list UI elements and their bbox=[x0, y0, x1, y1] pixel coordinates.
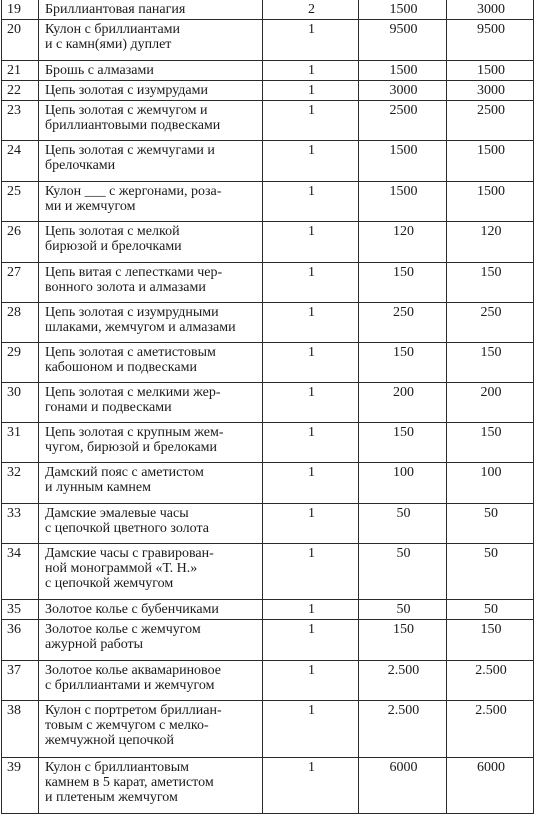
cell-total: 2.500 bbox=[447, 701, 534, 758]
cell-price: 150 bbox=[359, 423, 447, 463]
cell-price: 50 bbox=[359, 600, 447, 620]
cell-price: 50 bbox=[359, 504, 447, 544]
cell-price: 6000 bbox=[359, 758, 447, 814]
cell-qty: 1 bbox=[263, 263, 359, 303]
table-row bbox=[2, 182, 534, 222]
cell-name: Цепь золотая с мелкой бирюзой и брелочками bbox=[39, 222, 263, 263]
cell-name: Дамский пояс с аметистом и лунным камнем bbox=[39, 463, 263, 504]
cell-price: 1500 bbox=[359, 0, 447, 20]
cell-price: 1500 bbox=[359, 182, 447, 222]
cell-total: 200 bbox=[447, 383, 534, 423]
cell-total: 150 bbox=[447, 620, 534, 661]
table-row bbox=[2, 141, 534, 182]
cell-price: 2.500 bbox=[359, 661, 447, 701]
cell-name: Золотое колье с бубенчиками bbox=[39, 600, 263, 620]
cell-qty: 1 bbox=[263, 303, 359, 343]
cell-name: Дамские эмалевые часы с цепочкой цветного золота bbox=[39, 504, 263, 544]
cell-num: 33 bbox=[2, 504, 39, 544]
cell-total: 1500 bbox=[447, 61, 534, 81]
table-row bbox=[2, 101, 534, 141]
cell-total: 2500 bbox=[447, 101, 534, 141]
cell-num: 30 bbox=[2, 383, 39, 423]
table-body bbox=[2, 0, 534, 814]
cell-num: 28 bbox=[2, 303, 39, 343]
cell-name: Цепь золотая с жемчугами и брелочками bbox=[39, 141, 263, 182]
cell-total: 120 bbox=[447, 222, 534, 263]
cell-name: Кулон с портретом бриллиан- товым с жемчугом с мелко- жемчужной цепочкой bbox=[39, 701, 263, 758]
cell-num: 20 bbox=[2, 20, 39, 61]
cell-total: 50 bbox=[447, 544, 534, 600]
cell-price: 2500 bbox=[359, 101, 447, 141]
cell-name: Цепь золотая с изумрудными шлаками, жемчугом и алмазами bbox=[39, 303, 263, 343]
cell-name: Цепь золотая с аметистовым кабошоном и подвесками bbox=[39, 343, 263, 383]
cell-qty: 1 bbox=[263, 101, 359, 141]
table-row bbox=[2, 263, 534, 303]
cell-num: 24 bbox=[2, 141, 39, 182]
cell-qty: 1 bbox=[263, 222, 359, 263]
cell-price: 3000 bbox=[359, 81, 447, 101]
cell-price: 9500 bbox=[359, 20, 447, 61]
table-row bbox=[2, 303, 534, 343]
table-row bbox=[2, 343, 534, 383]
cell-num: 39 bbox=[2, 758, 39, 814]
cell-name: Кулон с бриллиантами и с камн(ями) дуплет bbox=[39, 20, 263, 61]
cell-price: 120 bbox=[359, 222, 447, 263]
cell-num: 22 bbox=[2, 81, 39, 101]
cell-total: 1500 bbox=[447, 141, 534, 182]
cell-name: Бриллиантовая панагия bbox=[39, 0, 263, 20]
cell-qty: 1 bbox=[263, 758, 359, 814]
table-row bbox=[2, 504, 534, 544]
table-row bbox=[2, 20, 534, 61]
cell-name: Брошь с алмазами bbox=[39, 61, 263, 81]
cell-total: 150 bbox=[447, 343, 534, 383]
cell-num: 35 bbox=[2, 600, 39, 620]
cell-total: 50 bbox=[447, 504, 534, 544]
cell-total: 2.500 bbox=[447, 661, 534, 701]
cell-total: 50 bbox=[447, 600, 534, 620]
cell-total: 1500 bbox=[447, 182, 534, 222]
cell-price: 200 bbox=[359, 383, 447, 423]
cell-num: 31 bbox=[2, 423, 39, 463]
cell-total: 100 bbox=[447, 463, 534, 504]
table-row bbox=[2, 758, 534, 814]
table-row bbox=[2, 661, 534, 701]
table-row bbox=[2, 620, 534, 661]
table-row bbox=[2, 383, 534, 423]
cell-qty: 1 bbox=[263, 383, 359, 423]
cell-qty: 2 bbox=[263, 0, 359, 20]
cell-name: Кулон ___ с жергонами, роза- ми и жемчугом bbox=[39, 182, 263, 222]
cell-total: 150 bbox=[447, 263, 534, 303]
table-row bbox=[2, 222, 534, 263]
cell-total: 6000 bbox=[447, 758, 534, 814]
cell-price: 100 bbox=[359, 463, 447, 504]
cell-num: 25 bbox=[2, 182, 39, 222]
cell-name: Цепь витая с лепестками чер- вонного золота и алмазами bbox=[39, 263, 263, 303]
cell-qty: 1 bbox=[263, 141, 359, 182]
cell-num: 36 bbox=[2, 620, 39, 661]
cell-price: 50 bbox=[359, 544, 447, 600]
cell-num: 23 bbox=[2, 101, 39, 141]
cell-total: 250 bbox=[447, 303, 534, 343]
cell-price: 150 bbox=[359, 343, 447, 383]
cell-name: Золотое колье аквамариновое с бриллиантами и жемчугом bbox=[39, 661, 263, 701]
cell-price: 1500 bbox=[359, 61, 447, 81]
table-row bbox=[2, 423, 534, 463]
cell-qty: 1 bbox=[263, 544, 359, 600]
cell-qty: 1 bbox=[263, 423, 359, 463]
cell-price: 150 bbox=[359, 620, 447, 661]
cell-qty: 1 bbox=[263, 600, 359, 620]
cell-num: 29 bbox=[2, 343, 39, 383]
cell-qty: 1 bbox=[263, 81, 359, 101]
cell-total: 9500 bbox=[447, 20, 534, 61]
table-row bbox=[2, 701, 534, 758]
cell-num: 21 bbox=[2, 61, 39, 81]
inventory-table bbox=[1, 0, 534, 814]
cell-qty: 1 bbox=[263, 701, 359, 758]
cell-qty: 1 bbox=[263, 20, 359, 61]
cell-qty: 1 bbox=[263, 504, 359, 544]
table-row bbox=[2, 81, 534, 101]
table-row bbox=[2, 61, 534, 81]
table-row bbox=[2, 544, 534, 600]
cell-qty: 1 bbox=[263, 61, 359, 81]
cell-name: Цепь золотая с изумрудами bbox=[39, 81, 263, 101]
cell-total: 150 bbox=[447, 423, 534, 463]
cell-qty: 1 bbox=[263, 343, 359, 383]
table-row bbox=[2, 600, 534, 620]
cell-qty: 1 bbox=[263, 620, 359, 661]
cell-name: Цепь золотая с жемчугом и бриллиантовыми подвесками bbox=[39, 101, 263, 141]
cell-price: 250 bbox=[359, 303, 447, 343]
cell-qty: 1 bbox=[263, 661, 359, 701]
table-row bbox=[2, 0, 534, 20]
cell-num: 37 bbox=[2, 661, 39, 701]
cell-total: 3000 bbox=[447, 0, 534, 20]
cell-num: 34 bbox=[2, 544, 39, 600]
cell-qty: 1 bbox=[263, 463, 359, 504]
cell-num: 38 bbox=[2, 701, 39, 758]
table-row bbox=[2, 463, 534, 504]
cell-price: 2.500 bbox=[359, 701, 447, 758]
cell-num: 27 bbox=[2, 263, 39, 303]
cell-price: 150 bbox=[359, 263, 447, 303]
cell-name: Кулон с бриллиантовым камнем в 5 карат, аметистом и плетеным жемчугом bbox=[39, 758, 263, 814]
cell-name: Золотое колье с жемчугом ажурной работы bbox=[39, 620, 263, 661]
cell-total: 3000 bbox=[447, 81, 534, 101]
cell-name: Цепь золотая с мелкими жер- гонами и подвесками bbox=[39, 383, 263, 423]
cell-qty: 1 bbox=[263, 182, 359, 222]
cell-price: 1500 bbox=[359, 141, 447, 182]
cell-num: 26 bbox=[2, 222, 39, 263]
cell-name: Цепь золотая с крупным жем- чугом, бирюзой и брелоками bbox=[39, 423, 263, 463]
cell-num: 32 bbox=[2, 463, 39, 504]
cell-num: 19 bbox=[2, 0, 39, 20]
cell-name: Дамские часы с гравирован- ной монограммой «Т. Н.» с цепочкой жемчугом bbox=[39, 544, 263, 600]
